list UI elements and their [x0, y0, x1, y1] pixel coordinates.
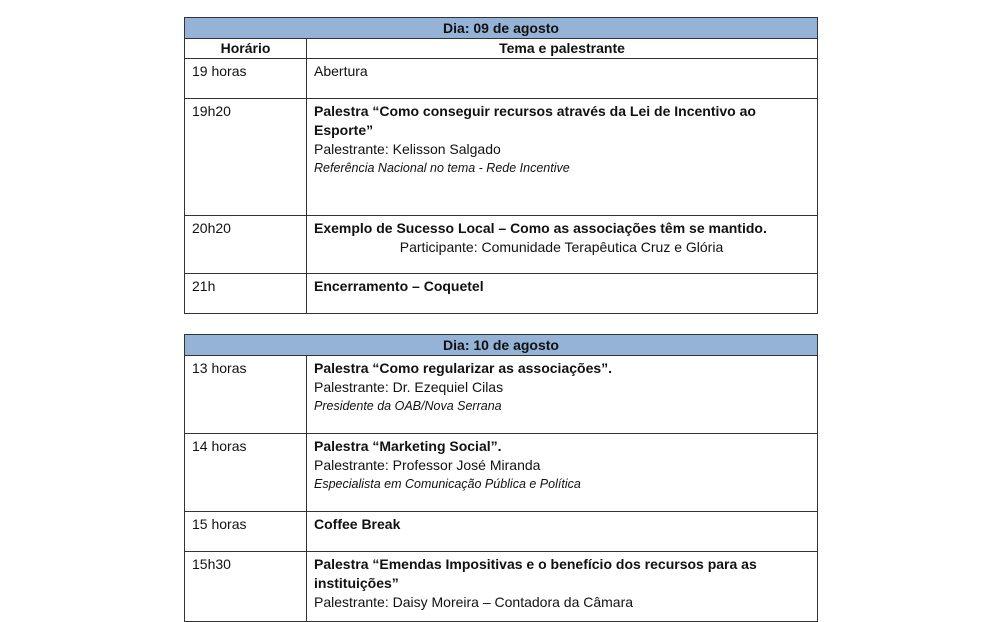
topic-cell [307, 552, 818, 622]
day-header-row [185, 18, 818, 39]
session-speaker: Palestrante: Daisy Moreira – Contadora da Câmara [314, 594, 634, 610]
topic-cell [307, 434, 818, 512]
session-speaker: Palestrante: Kelisson Salgado [314, 141, 501, 157]
topic-cell [307, 216, 818, 274]
table-row [185, 512, 818, 552]
table-row [185, 434, 818, 512]
session-speaker: Palestrante: Dr. Ezequiel Cilas [314, 379, 504, 395]
column-header-time: Horário [185, 39, 307, 59]
day-header: Dia: 10 de agosto [185, 335, 818, 356]
session-speaker: Participante: Comunidade Terapêutica Cruz e Glória [399, 239, 724, 255]
topic-cell [307, 356, 818, 434]
session-title: Palestra “Como conseguir recursos através da Lei de Incentivo ao Esporte” [314, 103, 756, 138]
time-cell: 20h20 [185, 216, 307, 274]
time-cell: 19h20 [185, 99, 307, 216]
time-cell: 15h30 [185, 552, 307, 622]
topic-cell [307, 274, 818, 314]
time-cell: 19 horas [185, 59, 307, 99]
table-row [185, 274, 818, 314]
column-header-row [185, 39, 818, 59]
session-title: Coffee Break [314, 516, 401, 532]
session-note: Especialista em Comunicação Pública e Política [314, 477, 581, 491]
schedule-table-day1 [184, 17, 818, 314]
session-title: Exemplo de Sucesso Local – Como as associações têm se mantido. [314, 220, 767, 236]
session-title: Abertura [314, 63, 368, 79]
time-cell: 13 horas [185, 356, 307, 434]
time-cell: 15 horas [185, 512, 307, 552]
column-header-topic: Tema e palestrante [307, 39, 818, 59]
day-header: Dia: 09 de agosto [185, 18, 818, 39]
time-cell: 21h [185, 274, 307, 314]
session-title: Palestra “Marketing Social”. [314, 438, 502, 454]
topic-cell [307, 512, 818, 552]
session-title: Palestra “Emendas Impositivas e o benefício dos recursos para as instituições” [314, 556, 757, 591]
session-title: Palestra “Como regularizar as associações”. [314, 360, 613, 376]
time-cell: 14 horas [185, 434, 307, 512]
table-row [185, 99, 818, 216]
table-row [185, 356, 818, 434]
session-note: Presidente da OAB/Nova Serrana [314, 399, 502, 413]
session-note: Referência Nacional no tema - Rede Incentive [314, 161, 570, 175]
topic-cell [307, 59, 818, 99]
table-row [185, 59, 818, 99]
day-header-row [185, 335, 818, 356]
session-title: Encerramento – Coquetel [314, 278, 484, 294]
topic-cell [307, 99, 818, 216]
table-row [185, 552, 818, 622]
schedule-table-day2 [184, 334, 818, 622]
table-row [185, 216, 818, 274]
session-speaker: Palestrante: Professor José Miranda [314, 457, 541, 473]
